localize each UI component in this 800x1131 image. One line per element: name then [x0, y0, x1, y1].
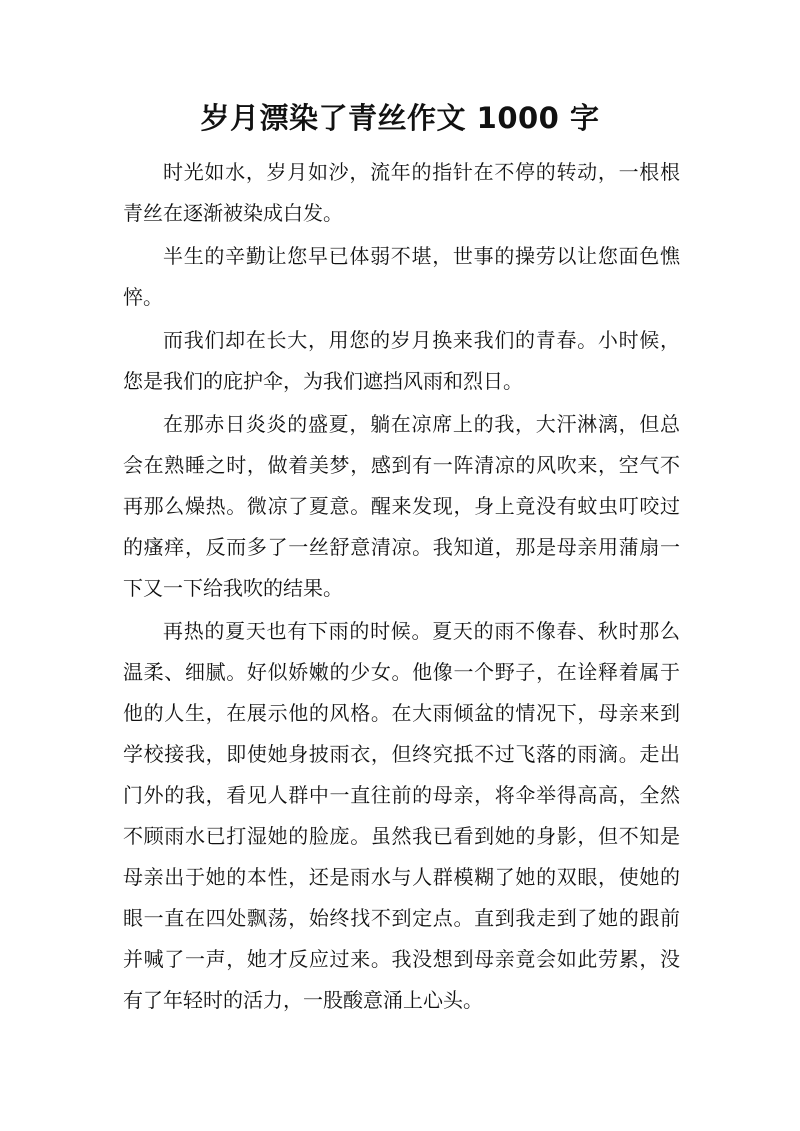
paragraph-3: 而我们却在长大，用您的岁月换来我们的青春。小时候，您是我们的庇护伞，为我们遮挡风雨和烈日。 — [123, 328, 680, 393]
paragraph-5: 再热的夏天也有下雨的时候。夏天的雨不像春、秋时那么温柔、细腻。好似娇嫩的少女。他像一个野子，在诠释着属于他的人生，在展示他的风格。在大雨倾盆的情况下，母亲来到学校接我，即使她身披雨衣，但终究抵不过飞落的雨滴。走出门外的我，看见人群中一直往前的母亲，将伞举得高高，全然不顾雨水已打湿她的脸庞。虽然我已看到她的身影，但不知是母亲出于她的本性，还是雨水与人群模糊了她的双眼，使她的眼一直在四处飘荡，始终找不到定点。直到我走到了她的跟前并喊了一声，她才反应过来。我没想到母亲竟会如此劳累，没有了年轻时的活力，一股酸意涌上心头。 — [123, 619, 680, 1012]
paragraph-1: 时光如水，岁月如沙，流年的指针在不停的转动，一根根青丝在逐渐被染成白发。 — [123, 160, 680, 225]
paragraph-2: 半生的辛勤让您早已体弱不堪，世事的操劳以让您面色憔悴。 — [123, 244, 680, 309]
paragraph-4: 在那赤日炎炎的盛夏，躺在凉席上的我，大汗淋漓，但总会在熟睡之时，做着美梦，感到有一阵清凉的风吹来，空气不再那么燥热。微凉了夏意。醒来发现，身上竟没有蚊虫叮咬过的瘙痒，反而多了一丝舒意清凉。我知道，那是母亲用蒲扇一下又一下给我吹的结果。 — [123, 412, 680, 600]
document-body — [123, 152, 680, 1023]
document-title: 岁月漂染了青丝作文 1000 字 — [200, 101, 600, 135]
